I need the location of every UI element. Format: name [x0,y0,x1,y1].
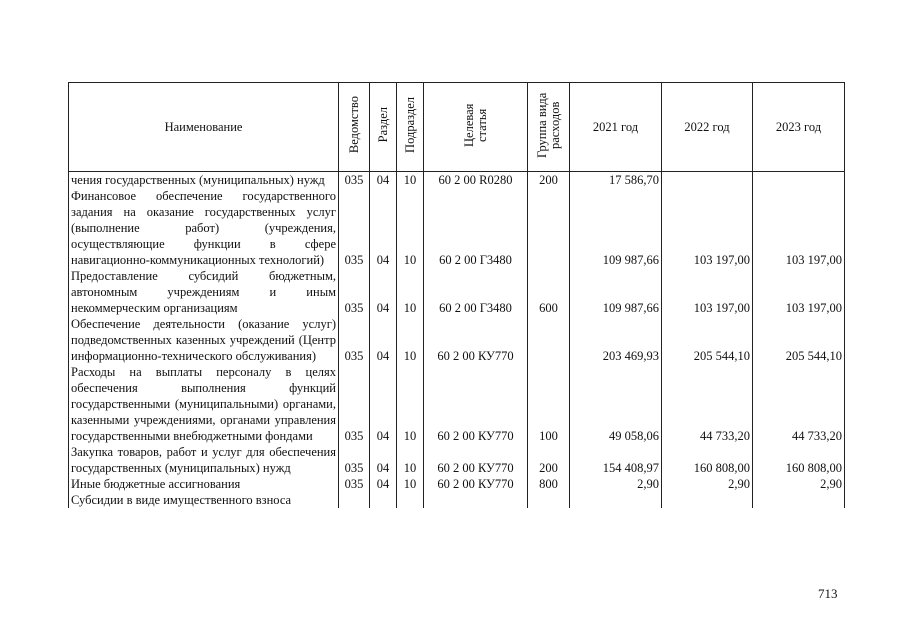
cell-y2023: 160 808,00 [753,444,845,476]
cell-name: Закупка товаров, работ и услуг для обеспечения государственных (муниципальных) нужд [69,444,339,476]
cell-section: 04 [370,444,397,476]
cell-y2021: 109 987,66 [570,268,662,316]
cell-name: Обеспечение деятельности (оказание услуг) подведомственных казенных учреждений (Центр информационно-технического обслуживания) [69,316,339,364]
table-row [69,492,845,508]
cell-subsection: 10 [397,316,424,364]
cell-subsection: 10 [397,476,424,492]
cell-y2022: 2,90 [662,476,753,492]
cell-subsection: 10 [397,364,424,444]
table-row [69,444,845,476]
cell-group: 600 [528,268,570,316]
cell-name: Предоставление субсидий бюджетным, автономным учреждениям и иным некоммерческим организациям [69,268,339,316]
cell-target: 60 2 00 КУ770 [424,316,528,364]
cell-subsection: 10 [397,444,424,476]
cell-name: чения государственных (муниципальных) нужд [69,172,339,189]
budget-table [68,82,845,508]
cell-y2023: 44 733,20 [753,364,845,444]
table-row [69,476,845,492]
table-body [69,172,845,509]
cell-dept: 035 [339,444,370,476]
cell-name: Расходы на выплаты персоналу в целях обеспечения выполнения функций государственными (муниципальными) органами, казенными учреждениями, органами управления государственными внебюджетными фондами [69,364,339,444]
cell-name: Финансовое обеспечение государственного задания на оказание государственных услуг (выполнение работ) (учреждения, осуществляющие функции в сфере навигационно-коммуникационных технологий) [69,188,339,268]
cell-y2022: 103 197,00 [662,268,753,316]
page-number: 713 [818,586,838,601]
table-row [69,188,845,268]
cell-y2021 [570,492,662,508]
cell-target: 60 2 00 КУ770 [424,364,528,444]
cell-name: Иные бюджетные ассигнования [69,476,339,492]
cell-group: 800 [528,476,570,492]
cell-y2023: 103 197,00 [753,268,845,316]
cell-y2021: 154 408,97 [570,444,662,476]
cell-group [528,492,570,508]
header-dept: Ведомство [339,83,370,172]
cell-section: 04 [370,476,397,492]
cell-target: 60 2 00 КУ770 [424,444,528,476]
cell-y2022: 103 197,00 [662,188,753,268]
cell-y2022 [662,492,753,508]
cell-subsection: 10 [397,188,424,268]
cell-dept [339,492,370,508]
cell-y2022: 160 808,00 [662,444,753,476]
cell-dept: 035 [339,364,370,444]
cell-group: 200 [528,444,570,476]
cell-y2022: 205 544,10 [662,316,753,364]
cell-subsection: 10 [397,268,424,316]
cell-y2022: 44 733,20 [662,364,753,444]
header-name: Наименование [69,83,339,172]
table-row [69,364,845,444]
cell-name: Субсидии в виде имущественного взноса [69,492,339,508]
header-2023: 2023 год [753,83,845,172]
cell-target: 60 2 00 Г3480 [424,188,528,268]
header-section: Раздел [370,83,397,172]
table-row [69,316,845,364]
header-2021: 2021 год [570,83,662,172]
cell-section: 04 [370,172,397,189]
cell-target: 60 2 00 КУ770 [424,476,528,492]
cell-section [370,492,397,508]
cell-dept: 035 [339,188,370,268]
cell-section: 04 [370,364,397,444]
header-subsection: Подраздел [397,83,424,172]
cell-y2023 [753,492,845,508]
header-target: Целевая статья [424,83,528,172]
cell-group: 100 [528,364,570,444]
table-row [69,172,845,189]
cell-dept: 035 [339,268,370,316]
cell-y2023: 205 544,10 [753,316,845,364]
cell-y2023: 2,90 [753,476,845,492]
cell-dept: 035 [339,172,370,189]
table-row [69,268,845,316]
cell-subsection [397,492,424,508]
cell-group [528,316,570,364]
header-2022: 2022 год [662,83,753,172]
cell-group [528,188,570,268]
cell-subsection: 10 [397,172,424,189]
cell-group: 200 [528,172,570,189]
header-row [69,83,845,172]
header-group: Группа вида расходов [528,83,570,172]
cell-y2023 [753,172,845,189]
cell-y2022 [662,172,753,189]
cell-y2021: 109 987,66 [570,188,662,268]
cell-target: 60 2 00 R0280 [424,172,528,189]
cell-target [424,492,528,508]
cell-y2021: 17 586,70 [570,172,662,189]
cell-dept: 035 [339,316,370,364]
cell-section: 04 [370,188,397,268]
cell-section: 04 [370,316,397,364]
cell-y2021: 49 058,06 [570,364,662,444]
cell-y2023: 103 197,00 [753,188,845,268]
cell-y2021: 2,90 [570,476,662,492]
cell-section: 04 [370,268,397,316]
cell-target: 60 2 00 Г3480 [424,268,528,316]
cell-y2021: 203 469,93 [570,316,662,364]
cell-dept: 035 [339,476,370,492]
